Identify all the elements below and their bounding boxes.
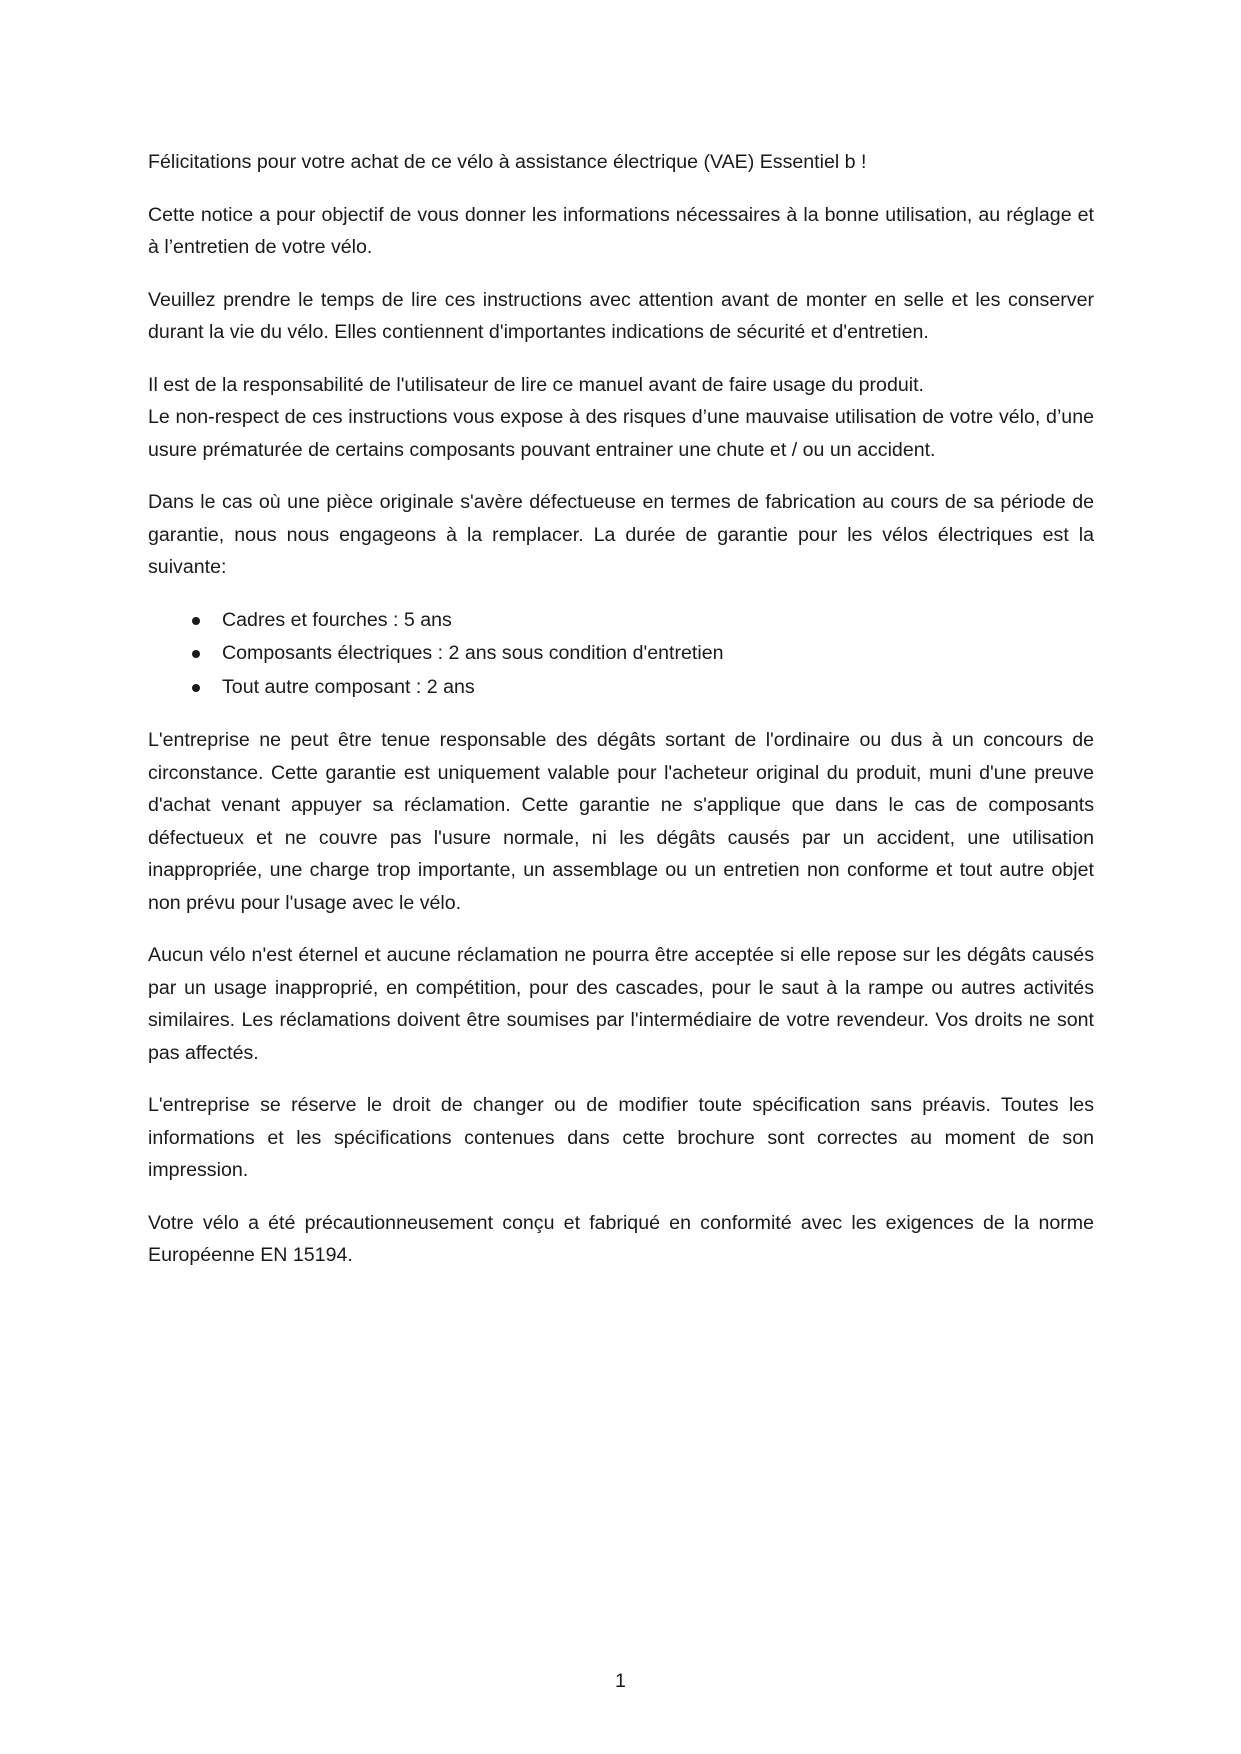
claims-paragraph: Aucun vélo n'est éternel et aucune réclamation ne pourra être acceptée si elle repose sur les dégâts causés par un usage inapproprié, en compétition, pour des cascades, pour le saut à la rampe ou autres activités similaires. Les réclamations doivent être soumises par l'intermédiaire de votre revendeur. Vos droits ne sont pas affectés. (148, 944, 1094, 1064)
responsibility-line-2: Le non-respect de ces instructions vous expose à des risques d’une mauvaise utilisation de votre vélo, d’une usure prématurée de certains composants pouvant entrainer une chute et / ou un accident. (148, 406, 1094, 461)
warranty-list (148, 604, 1094, 705)
compliance-paragraph: Votre vélo a été précautionneusement conçu et fabriqué en conformité avec les exigences de la norme Européenne EN 15194. (148, 1211, 1094, 1266)
purpose-paragraph: Cette notice a pour objectif de vous donner les informations nécessaires à la bonne utilisation, au réglage et à l’entretien de votre vélo. (148, 203, 1094, 258)
intro-paragraph: Félicitations pour votre achat de ce vélo à assistance électrique (VAE) Essentiel b ! (148, 151, 867, 173)
warranty-intro-paragraph: Dans le cas où une pièce originale s'avère défectueuse en termes de fabrication au cours de sa période de garantie, nous nous engageons à la remplacer. La durée de garantie pour les vélos électriques est la suivante: (148, 491, 1094, 578)
list-item (148, 604, 1094, 638)
list-item-text: Tout autre composant : 2 ans (222, 675, 475, 698)
page-number: 1 (615, 1670, 626, 1692)
responsibility-paragraph (148, 369, 1094, 467)
list-item (148, 637, 1094, 671)
bullet-icon (192, 617, 200, 625)
bullet-icon (192, 684, 200, 692)
list-item-text: Cadres et fourches : 5 ans (222, 608, 452, 631)
document-body (148, 146, 1094, 1292)
liability-paragraph: L'entreprise ne peut être tenue responsable des dégâts sortant de l'ordinaire ou dus à un concours de circonstance. Cette garantie est uniquement valable pour l'acheteur original du produit, muni d'une preuve d'achat venant appuyer sa réclamation. Cette garantie ne s'applique que dans le cas de composants défectueux et ne couvre pas l'usure normale, ni les dégâts causés par un accident, une utilisation inappropriée, une charge trop importante, un assemblage ou un entretien non conforme et tout autre objet non prévu pour l'usage avec le vélo. (148, 729, 1094, 914)
bullet-icon (192, 650, 200, 658)
read-instructions-paragraph: Veuillez prendre le temps de lire ces instructions avec attention avant de monter en selle et les conserver durant la vie du vélo. Elles contiennent d'importantes indications de sécurité et d'entretien. (148, 288, 1094, 343)
list-item-text: Composants électriques : 2 ans sous condition d'entretien (222, 642, 724, 664)
responsibility-line-1: Il est de la responsabilité de l'utilisateur de lire ce manuel avant de faire usage du produit. (148, 373, 924, 396)
specifications-paragraph: L'entreprise se réserve le droit de changer ou de modifier toute spécification sans préavis. Toutes les informations et les spécifications contenues dans cette brochure sont correctes au moment de son impression. (148, 1094, 1094, 1181)
list-item (148, 671, 1094, 705)
